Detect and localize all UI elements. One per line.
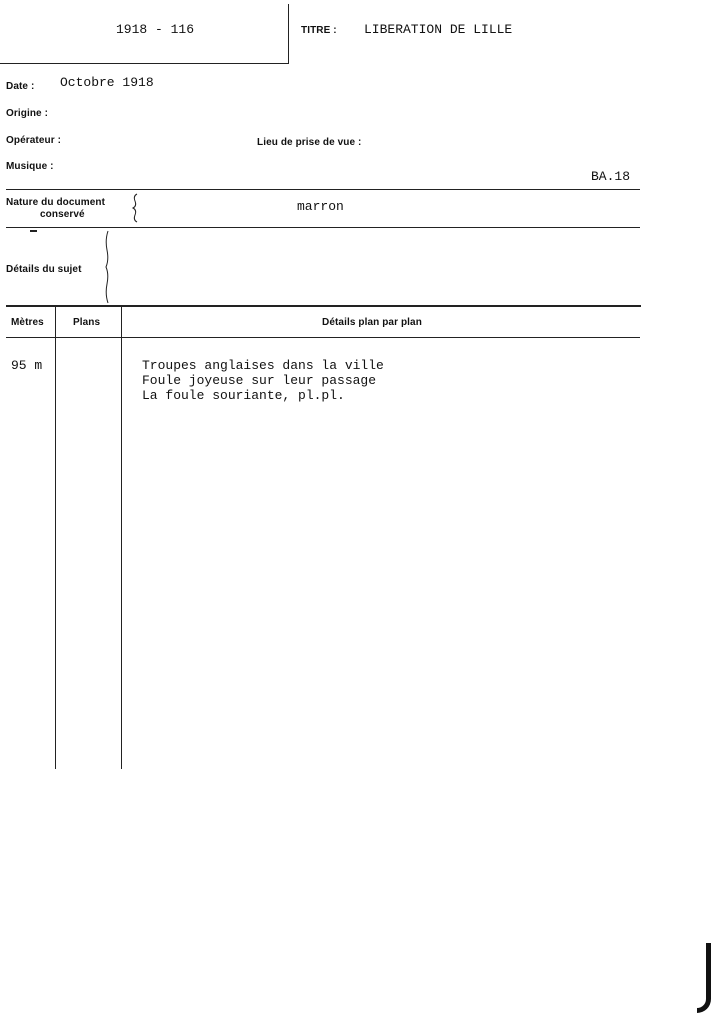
table-top-rule	[6, 305, 641, 307]
col-header-metres: Mètres	[11, 317, 44, 328]
sujet-brace-icon	[102, 230, 114, 304]
nature-bottom-rule	[6, 227, 640, 228]
sujet-label: Détails du sujet	[6, 264, 82, 275]
header-box-right-border	[288, 4, 289, 64]
page-edge-curl	[697, 943, 711, 1013]
col-header-plans: Plans	[73, 317, 101, 328]
date-label: Date :	[6, 81, 35, 92]
row-metres: 95 m	[11, 358, 43, 373]
origine-label: Origine :	[6, 108, 49, 119]
ba-code: BA.18	[591, 169, 631, 184]
row-detail-line-3: La foule souriante, pl.pl.	[142, 388, 345, 403]
title-label: TITRE :	[301, 25, 337, 36]
header-box-bottom-border	[0, 63, 289, 64]
nature-label-line1: Nature du document	[6, 197, 106, 208]
col-divider-2	[121, 307, 122, 769]
reference-number: 1918 - 116	[116, 22, 195, 37]
musique-label: Musique :	[6, 161, 54, 172]
lieu-label: Lieu de prise de vue :	[257, 137, 362, 148]
nature-value: marron	[297, 199, 344, 214]
nature-brace-icon	[131, 193, 141, 223]
operateur-label: Opérateur :	[6, 135, 62, 146]
table-header-rule	[6, 337, 640, 338]
date-value: Octobre 1918	[60, 75, 154, 90]
nature-top-rule	[6, 189, 640, 190]
nature-label-line2: conservé	[40, 209, 85, 220]
title-value: LIBERATION DE LILLE	[364, 22, 513, 37]
nature-tick-mark	[30, 230, 37, 232]
col-divider-1	[55, 307, 56, 769]
col-header-details: Détails plan par plan	[322, 317, 422, 328]
row-detail-line-1: Troupes anglaises dans la ville	[142, 358, 384, 373]
row-detail-line-2: Foule joyeuse sur leur passage	[142, 373, 377, 388]
